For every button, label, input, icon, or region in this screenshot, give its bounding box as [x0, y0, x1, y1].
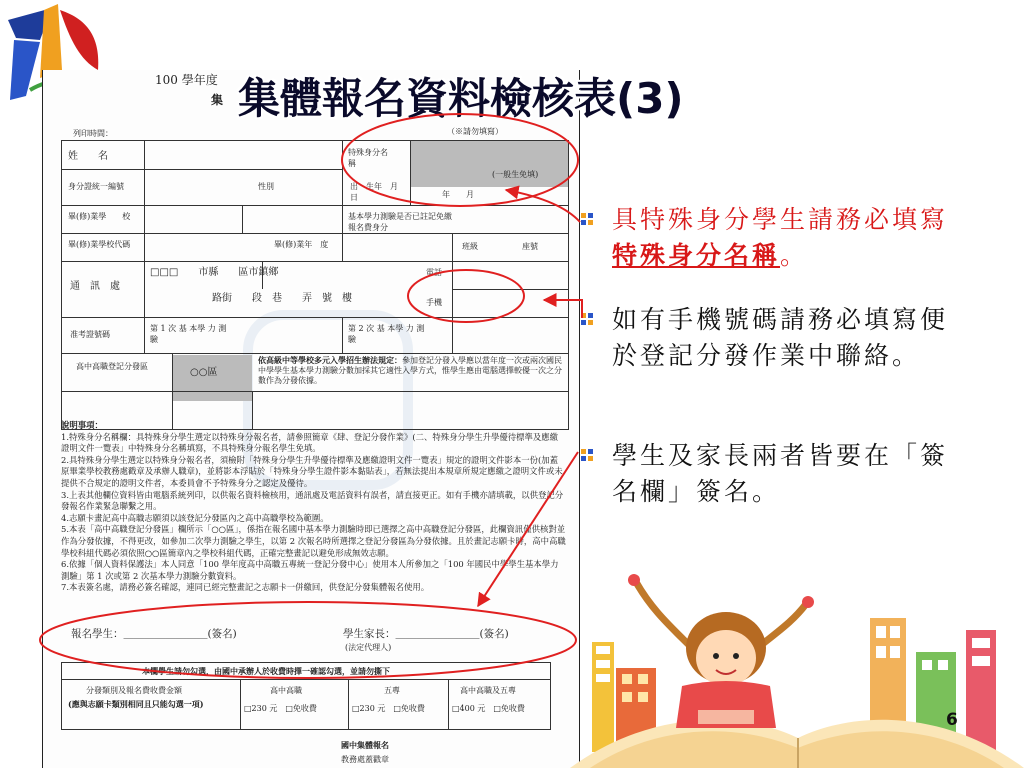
- note-item: 6.依據「個人資料保護法」本人同意「100 學年度高中高職五專統一登記分發中心」使用本人所參加之「100 年國民中學學生基本學力測驗」第 1 次或第 2 次基本學力測驗分數資料。: [61, 559, 559, 581]
- bullet-signatures: [580, 438, 960, 510]
- note-item: 4.志願卡畫記高中高職志願須以該登記分發區內之高中高職學校為範圍。: [61, 512, 329, 523]
- fee-col-junior-college: 五專: [384, 686, 400, 695]
- field-rule-text: [258, 355, 566, 386]
- registration-form-document: [42, 70, 580, 768]
- footer-line-1: 國中集體報名: [341, 740, 389, 750]
- field-rule-body: 參加登記分發入學應以當年度一次或兩次國民中學學生基本學力測驗分數加採其它適性入學方式，惟學生應由電腦選擇較優一次之分數作為分發依據。: [258, 356, 562, 385]
- field-exam2-label: 第 2 次 基 本學 力 測 驗: [348, 324, 425, 344]
- field-ticket-label: 准考證號碼: [70, 330, 110, 339]
- footer-line-2: 教務處蓋戳章: [341, 755, 389, 764]
- bullet-marker-icon: [580, 212, 594, 226]
- slide-title: 集體報名資料檢核表(3): [238, 74, 684, 123]
- note-item: 7.本表簽名處，請務必簽名確認，連同已經完整畫記之志願卡一併繳回，供登記分發集體報名使用。: [61, 582, 430, 593]
- parent-signature-sub: (法定代理人): [345, 643, 392, 652]
- note-item: 2.具特殊身分學生選定以特殊身分報名者，須檢附「特殊身分學生升學優待標準及應繳證明文件一覽表」規定的證明文件影本一份(加蓋原畢業學校教務處戳章及承辦人職章)，並將影本浮貼於「特殊身分學生證件影本黏貼表」，若無法提出本規章所規定應繳之證明文件或未提供不合規定的證明文件者，本委員會不予特殊身分之認定及優待。: [61, 454, 563, 488]
- field-address-line2: 路街 段 巷 弄 號 樓: [212, 293, 352, 304]
- bullet-text: [580, 202, 960, 274]
- note-item: 3.上表其他欄位資料皆由電腦系統列印，以供報名資料檢核用，通訊處及電話資料有誤者，請直接更正。如有手機亦請填載，以供登記分發報名作業緊急聯繫之用。: [61, 489, 564, 512]
- bullet-mobile-phone: [580, 302, 960, 374]
- field-grad-year-label: 畢(修)業年 度: [274, 240, 329, 249]
- fee-col-category-sub: (應與志願卡類別相同且只能勾選一項): [68, 699, 204, 709]
- field-id-label: 身分證統一編號: [68, 182, 124, 191]
- field-address-label: 通 訊 處: [70, 281, 120, 292]
- bullet-text: 如有手機號碼請務必填寫便於登記分發作業中聯絡。: [612, 305, 949, 370]
- field-exam1-label: 第 1 次 基 本學 力 測 驗: [150, 324, 227, 344]
- field-district-label: 高中高職登記分發區: [76, 362, 148, 371]
- fee-option-junior-college: □230 元 □免收費: [352, 704, 425, 713]
- note-item: 1.特殊身分名稱欄：具特殊身分學生選定以特殊身分報名者，請參照簡章《肆、登記分發作業》(二、特殊身分學生升學優待標準及應繳證明文件一覽表」中特殊身分名稱填寫，不具特殊身分報名學生免填。: [61, 431, 559, 454]
- field-district-value: ○○區: [190, 367, 218, 378]
- girl-reading-illustration: [570, 560, 1024, 768]
- notes-section: [61, 420, 566, 594]
- doc-header: 100 學年度: [155, 73, 218, 87]
- field-class-label: 班級: [462, 242, 478, 251]
- field-exam-question: 基本學力測驗是否已註記免繳報名費身分: [348, 212, 452, 232]
- field-address-line1: □□□ 市縣 區市鎮鄉: [150, 267, 279, 278]
- doc-subheader: 集: [211, 93, 224, 107]
- fee-option-high: □230 元 □免收費: [244, 704, 317, 713]
- bullet-marker-icon: [580, 312, 594, 326]
- parent-signature-line: 學生家長：＿＿＿＿＿＿＿＿(簽名): [343, 628, 509, 640]
- field-school-label: 畢(修)業學 校: [68, 212, 131, 221]
- fee-col-category: 分發類別及報名費收費金額: [86, 686, 182, 695]
- fee-col-both: 高中高職及五專: [460, 686, 516, 695]
- print-time-label: 列印時間：: [73, 129, 113, 138]
- bullet-highlight: 特殊身分名稱: [612, 241, 781, 270]
- page-number: 6: [946, 710, 958, 730]
- bullet-text-before: 具特殊身分學生請務必填寫: [612, 205, 949, 234]
- bullet-text-after: 。: [780, 241, 809, 270]
- student-signature-line: 報名學生：＿＿＿＿＿＿＿＿(簽名): [71, 628, 237, 640]
- field-name-label: 姓 名: [68, 151, 108, 162]
- fee-option-both: □400 元 □免收費: [452, 704, 525, 713]
- notes-heading: 說明事項：: [61, 420, 103, 430]
- field-special-label: 特殊身分名 稱: [348, 148, 404, 168]
- bullet-text: 學生及家長兩者皆要在「簽名欄」簽名。: [612, 441, 949, 506]
- field-birth-label: 出 生年 月 日: [350, 182, 406, 202]
- field-mobile-label: 手機: [426, 298, 442, 307]
- fee-title: 本欄學生請勿勾選，由國中承辦人於收費時擇一確認勾選，並請勿撕下: [142, 666, 390, 676]
- do-not-fill-note: （※請勿填寫）: [447, 127, 503, 136]
- field-special-note: (一般生免填): [492, 170, 539, 179]
- field-gender-label: 性別: [258, 182, 274, 191]
- bullet-special-identity: [580, 202, 960, 274]
- form-table: [61, 140, 569, 430]
- fee-col-high: 高中高職: [270, 686, 302, 695]
- field-phone-label: 電話: [426, 268, 442, 277]
- field-school-code-label: 畢(修)業學校代碼: [68, 240, 131, 249]
- fee-table: [61, 662, 551, 730]
- note-item: 5.本表「高中高職登記分發區」欄所示「○○區」，係指在報名國中基本學力測驗時即已選擇之高中高職登記分發區，此欄資訊僅供核對並作為分發依據，不得更改，如參加二次學力測驗之學生，以第 2 次報名時所選擇之登記分發區為分發依據。且於畫記志願卡時，高中高職學校科組代碼必須依照○○區簡章內之學校科組代碼，正確完整畫記以避免形成無效志願。: [61, 524, 566, 558]
- field-birth-fields: 年 月: [442, 190, 474, 199]
- field-seat-label: 座號: [522, 242, 538, 251]
- field-rule-bold: 依高級中等學校多元入學招生辦法規定：: [258, 355, 402, 365]
- bullet-marker-icon: [580, 448, 594, 462]
